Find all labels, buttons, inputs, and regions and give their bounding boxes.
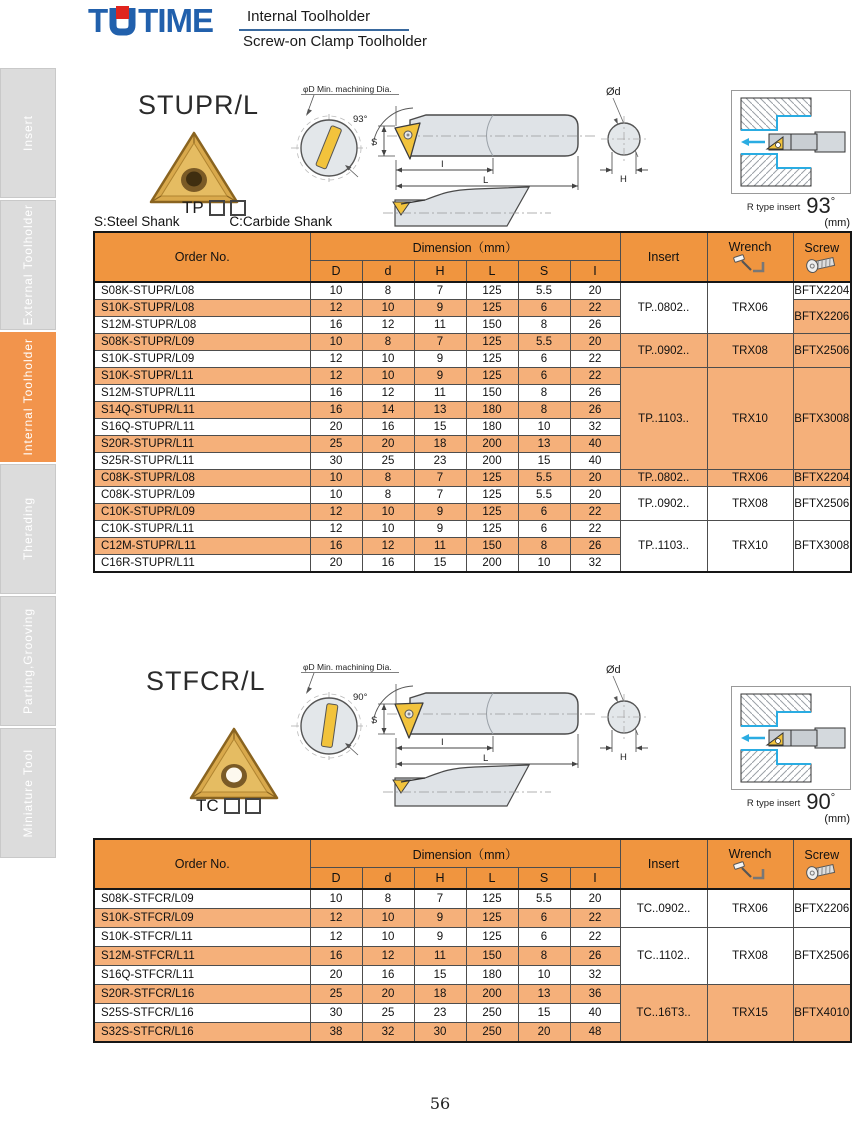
order-no-cell: S10K-STUPR/L11 [94, 368, 310, 385]
table-row [94, 368, 851, 385]
data-cell: 125 [466, 504, 518, 521]
data-cell: 10 [310, 470, 362, 487]
order-no-cell: S20R-STUPR/L11 [94, 436, 310, 453]
app-caption-stupr: R type insert 93 ° [746, 193, 836, 218]
data-cell: 10 [362, 909, 414, 928]
data-cell: 8 [518, 538, 570, 555]
data-cell: 5.5 [518, 282, 570, 300]
data-cell: 9 [414, 909, 466, 928]
data-cell: TP..0902.. [620, 487, 707, 521]
data-cell: 22 [570, 368, 620, 385]
data-cell: 23 [414, 1004, 466, 1023]
min-dia-label: φD Min. machining Dia. [303, 662, 392, 672]
data-cell: 180 [466, 402, 518, 419]
data-cell: TRX10 [707, 521, 793, 573]
data-cell: 16 [310, 538, 362, 555]
data-cell: BFTX2204 [793, 470, 851, 487]
order-no-cell: S12M-STUPR/L11 [94, 385, 310, 402]
data-cell: 22 [570, 300, 620, 317]
data-cell: 20 [570, 282, 620, 300]
col-order-no: Order No. [94, 839, 310, 889]
data-cell: 26 [570, 947, 620, 966]
data-cell: 20 [518, 1023, 570, 1043]
order-no-cell: S16Q-STUPR/L11 [94, 419, 310, 436]
data-cell: 125 [466, 928, 518, 947]
data-cell: 7 [414, 487, 466, 504]
data-cell: 125 [466, 470, 518, 487]
data-cell: 15 [518, 1004, 570, 1023]
data-cell: 7 [414, 334, 466, 351]
data-cell: TP..0802.. [620, 470, 707, 487]
data-cell: 10 [310, 282, 362, 300]
table-row [94, 521, 851, 538]
data-cell: 20 [570, 334, 620, 351]
data-cell: 25 [362, 453, 414, 470]
shank-note: S:Steel Shank C:Carbide Shank [94, 214, 333, 229]
data-cell: 5.5 [518, 889, 570, 909]
data-cell: 6 [518, 504, 570, 521]
data-cell: 125 [466, 521, 518, 538]
brand-letters-time: TIME [138, 2, 213, 39]
data-cell: 10 [362, 351, 414, 368]
data-cell: 6 [518, 368, 570, 385]
data-cell: 16 [310, 947, 362, 966]
data-cell: 16 [310, 402, 362, 419]
data-cell: 32 [570, 555, 620, 573]
order-no-cell: S08K-STUPR/L08 [94, 282, 310, 300]
data-cell: TRX08 [707, 487, 793, 521]
col-screw: Screw [793, 232, 851, 282]
table-row [94, 334, 851, 351]
angle-label: 90° [353, 692, 368, 703]
data-cell: 6 [518, 300, 570, 317]
data-cell: 20 [570, 487, 620, 504]
data-cell: 20 [362, 985, 414, 1004]
data-cell: 12 [310, 351, 362, 368]
data-cell: 7 [414, 889, 466, 909]
data-cell: BFTX2206 [793, 300, 851, 334]
sidebar-item-therading[interactable]: Therading [0, 464, 56, 594]
data-cell: 125 [466, 351, 518, 368]
svg-text:S: S [371, 715, 378, 726]
data-cell: 12 [310, 909, 362, 928]
app-caption-stfcr: R type insert 90 ° [746, 789, 836, 814]
data-cell: 125 [466, 889, 518, 909]
data-cell: 30 [310, 453, 362, 470]
data-cell: 26 [570, 402, 620, 419]
svg-text:H: H [620, 174, 627, 185]
data-cell: 11 [414, 317, 466, 334]
order-no-cell: S32S-STFCR/L16 [94, 1023, 310, 1043]
data-cell: 22 [570, 504, 620, 521]
data-cell: 11 [414, 385, 466, 402]
data-cell: 26 [570, 538, 620, 555]
data-cell: 14 [362, 402, 414, 419]
data-cell: 10 [362, 368, 414, 385]
data-cell: 22 [570, 521, 620, 538]
data-cell: BFTX2204 [793, 282, 851, 300]
data-cell: 10 [362, 504, 414, 521]
col-wrench: Wrench [707, 839, 793, 889]
square-placeholder-icon [245, 798, 261, 814]
table-row [94, 282, 851, 300]
table-row [94, 889, 851, 909]
data-cell: TRX15 [707, 985, 793, 1043]
data-cell: BFTX3008 [793, 521, 851, 573]
table-row [94, 985, 851, 1004]
data-cell: BFTX2506 [793, 334, 851, 368]
wrench-icon [732, 861, 768, 881]
order-no-cell: S08K-STFCR/L09 [94, 889, 310, 909]
header-category: Internal Toolholder [247, 8, 371, 25]
data-cell: 15 [414, 555, 466, 573]
table-row [94, 487, 851, 504]
section-title-stupr: STUPR/L [138, 90, 260, 120]
data-cell: 13 [414, 402, 466, 419]
data-cell: 180 [466, 419, 518, 436]
data-cell: 5.5 [518, 334, 570, 351]
col-dimension: Dimension（mm） [310, 232, 620, 261]
data-cell: 8 [362, 282, 414, 300]
data-cell: 12 [362, 538, 414, 555]
data-cell: 9 [414, 521, 466, 538]
data-cell: 10 [518, 555, 570, 573]
svg-text:I: I [441, 737, 444, 748]
data-cell: 32 [570, 966, 620, 985]
data-cell: 125 [466, 300, 518, 317]
data-cell: 150 [466, 947, 518, 966]
data-cell: 36 [570, 985, 620, 1004]
application-diagram-stfcr [731, 686, 851, 790]
data-cell: TRX06 [707, 282, 793, 334]
data-cell: 12 [310, 521, 362, 538]
data-cell: 16 [362, 419, 414, 436]
data-cell: 22 [570, 909, 620, 928]
insert-photo-tc [188, 726, 280, 802]
order-no-cell: C10K-STUPR/L11 [94, 521, 310, 538]
unit-label: (mm) [824, 217, 850, 229]
data-cell: 125 [466, 487, 518, 504]
data-cell: BFTX2206 [793, 889, 851, 928]
data-cell: 8 [518, 385, 570, 402]
data-cell: TP..1103.. [620, 368, 707, 470]
order-no-cell: C16R-STUPR/L11 [94, 555, 310, 573]
data-cell: 15 [414, 966, 466, 985]
data-cell: 150 [466, 538, 518, 555]
sidebar-item-miniature-tool[interactable]: Miniature Tool [0, 728, 56, 858]
data-cell: 15 [518, 453, 570, 470]
wrench-icon [732, 254, 768, 274]
insert-code-tp: TP [182, 198, 246, 218]
screw-icon [805, 862, 839, 880]
data-cell: 40 [570, 436, 620, 453]
stupr-table: Order No. Dimension（mm） Insert Wrench Screw D d H L S I S08K-STUPR/L08 10 8 7 125 5.5 20 TP..0802.. TRX06 BFTX2204 S10K-STUPR/L08 12 10 9 125 6 22 BFTX2206 S12M-STUPR/L08 16 12 11 150 8 26 S08K-STUPR/L09 10 8 7 125 5.5 20 TP..0902.. TRX08 BFTX2506 S10K-STUPR/L09 12 10 9 125 6 22 S10K-STUPR/L11 12 10 9 125 6 22 TP..1103.. TRX10 BFTX3008 S12M-STUPR/L11 16 12 11 150 8 26 S14Q-STUPR/L11 16 14 13 180 8 26 S16Q-STUPR/L11 20 16 15 180 10 32 S20R-STUPR/L11 25 20 18 200 13 40 S25R-STUPR/L11 30 25 23 200 15 40 C08K-STUPR/L08 10 8 7 125 5.5 20 TP..0802.. TRX06 BFTX2204 C08K-STUPR/L09 10 8 7 125 5.5 20 TP..0902.. TRX08 BFTX2506 C10K-STUPR/L09 12 10 9 125 6 22 C10K-STUPR/L11 12 10 9 125 6 22 TP..1103.. TRX10 BFTX3008 C12M-STUPR/L11 16 12 11 150 8 26 C16R-STUPR/L11 20 16 15 200 10 32 [93, 231, 852, 573]
data-cell: TRX08 [707, 334, 793, 368]
order-no-cell: C08K-STUPR/L08 [94, 470, 310, 487]
technical-drawing-stupr [283, 82, 713, 230]
data-cell: 12 [310, 300, 362, 317]
order-no-cell: S14Q-STUPR/L11 [94, 402, 310, 419]
table-row [94, 928, 851, 947]
data-cell: 8 [362, 334, 414, 351]
data-cell: TC..1102.. [620, 928, 707, 985]
svg-text:I: I [441, 159, 444, 170]
data-cell: 5.5 [518, 470, 570, 487]
data-cell: 9 [414, 300, 466, 317]
data-cell: 26 [570, 385, 620, 402]
svg-text:H: H [620, 752, 627, 763]
data-cell: 12 [362, 317, 414, 334]
svg-text:S: S [371, 137, 378, 148]
data-cell: 23 [414, 453, 466, 470]
data-cell: 8 [518, 947, 570, 966]
application-diagram-stupr [731, 90, 851, 194]
data-cell: TP..1103.. [620, 521, 707, 573]
data-cell: TRX06 [707, 470, 793, 487]
data-cell: 9 [414, 351, 466, 368]
data-cell: 9 [414, 368, 466, 385]
data-cell: 8 [518, 402, 570, 419]
data-cell: 250 [466, 1023, 518, 1043]
data-cell: 15 [414, 419, 466, 436]
insert-photo-tp [148, 130, 240, 206]
data-cell: 25 [310, 985, 362, 1004]
sidebar-item-external-toolholder[interactable]: External Toolholder [0, 200, 56, 330]
data-cell: 8 [362, 487, 414, 504]
col-order-no: Order No. [94, 232, 310, 282]
od-label: Ød [606, 664, 621, 676]
header-divider [239, 29, 409, 31]
data-cell: 38 [310, 1023, 362, 1043]
data-cell: 125 [466, 909, 518, 928]
data-cell: 25 [310, 436, 362, 453]
insert-code-tc: TC [196, 796, 261, 816]
data-cell: 7 [414, 282, 466, 300]
data-cell: TC..16T3.. [620, 985, 707, 1043]
order-no-cell: S10K-STFCR/L09 [94, 909, 310, 928]
sidebar-item-internal-toolholder[interactable]: Internal Toolholder [0, 332, 56, 462]
data-cell: 30 [414, 1023, 466, 1043]
order-no-cell: S20R-STFCR/L16 [94, 985, 310, 1004]
data-cell: 13 [518, 985, 570, 1004]
data-cell: 125 [466, 368, 518, 385]
data-cell: BFTX2506 [793, 928, 851, 985]
data-cell: 7 [414, 470, 466, 487]
data-cell: TRX08 [707, 928, 793, 985]
order-no-cell: S16Q-STFCR/L11 [94, 966, 310, 985]
data-cell: 26 [570, 317, 620, 334]
data-cell: 10 [518, 966, 570, 985]
data-cell: 40 [570, 1004, 620, 1023]
order-no-cell: S08K-STUPR/L09 [94, 334, 310, 351]
order-no-cell: C08K-STUPR/L09 [94, 487, 310, 504]
angle-label: 93° [353, 114, 368, 125]
stfcr-table: Order No. Dimension（mm） Insert Wrench Screw D d H L S I S08K-STFCR/L09 10 8 7 125 5.5 20 TC..0902.. TRX06 BFTX2206 S10K-STFCR/L09 12 10 9 125 6 22 S10K-STFCR/L11 12 10 9 125 6 22 TC..1102.. TRX08 BFTX2506 S12M-STFCR/L11 16 12 11 150 8 26 S16Q-STFCR/L11 20 16 15 180 10 32 S20R-STFCR/L16 25 20 18 200 13 36 TC..16T3.. TRX15 BFTX4010 S25S-STFCR/L16 30 25 23 250 15 40 S32S-STFCR/L16 38 32 30 250 20 48 [93, 838, 852, 1043]
data-cell: 30 [310, 1004, 362, 1023]
data-cell: 12 [310, 928, 362, 947]
screw-icon [805, 255, 839, 273]
data-cell: 20 [310, 419, 362, 436]
data-cell: 25 [362, 1004, 414, 1023]
col-wrench: Wrench [707, 232, 793, 282]
data-cell: 20 [310, 555, 362, 573]
col-dimension: Dimension（mm） [310, 839, 620, 868]
data-cell: 18 [414, 985, 466, 1004]
data-cell: 8 [362, 470, 414, 487]
data-cell: 48 [570, 1023, 620, 1043]
data-cell: 22 [570, 928, 620, 947]
data-cell: TC..0902.. [620, 889, 707, 928]
data-cell: TP..0902.. [620, 334, 707, 368]
data-cell: 250 [466, 1004, 518, 1023]
data-cell: 150 [466, 385, 518, 402]
data-cell: BFTX3008 [793, 368, 851, 470]
data-cell: 10 [310, 334, 362, 351]
data-cell: 11 [414, 947, 466, 966]
order-no-cell: S12M-STUPR/L08 [94, 317, 310, 334]
header-subcategory: Screw-on Clamp Toolholder [243, 33, 427, 50]
page-number: 56 [429, 1094, 451, 1113]
order-no-cell: S10K-STUPR/L09 [94, 351, 310, 368]
data-cell: 12 [310, 368, 362, 385]
data-cell: 8 [518, 317, 570, 334]
order-no-cell: S10K-STFCR/L11 [94, 928, 310, 947]
data-cell: 10 [362, 521, 414, 538]
data-cell: TRX10 [707, 368, 793, 470]
data-cell: 22 [570, 351, 620, 368]
brand-o-mark [109, 6, 136, 36]
order-no-cell: C12M-STUPR/L11 [94, 538, 310, 555]
section-title-stfcr: STFCR/L [146, 666, 266, 696]
order-no-cell: S10K-STUPR/L08 [94, 300, 310, 317]
data-cell: 5.5 [518, 487, 570, 504]
technical-drawing-stfcr [283, 660, 713, 812]
data-cell: 6 [518, 928, 570, 947]
table-row [94, 470, 851, 487]
data-cell: 8 [362, 889, 414, 909]
col-insert: Insert [620, 232, 707, 282]
order-no-cell: S12M-STFCR/L11 [94, 947, 310, 966]
col-insert: Insert [620, 839, 707, 889]
unit-label: (mm) [824, 813, 850, 825]
sidebar-item-parting-grooving[interactable]: Parting,Grooving [0, 596, 56, 726]
data-cell: 12 [362, 947, 414, 966]
od-label: Ød [606, 86, 621, 98]
svg-text:L: L [483, 175, 489, 186]
data-cell: 200 [466, 436, 518, 453]
data-cell: 9 [414, 928, 466, 947]
data-cell: 12 [362, 385, 414, 402]
order-no-cell: S25R-STUPR/L11 [94, 453, 310, 470]
data-cell: 10 [310, 487, 362, 504]
data-cell: 16 [310, 385, 362, 402]
data-cell: 10 [362, 928, 414, 947]
data-cell: 40 [570, 453, 620, 470]
data-cell: 20 [570, 889, 620, 909]
data-cell: 200 [466, 555, 518, 573]
col-screw: Screw [793, 839, 851, 889]
data-cell: BFTX4010 [793, 985, 851, 1043]
data-cell: 32 [570, 419, 620, 436]
data-cell: 10 [310, 889, 362, 909]
data-cell: BFTX2506 [793, 487, 851, 521]
data-cell: 6 [518, 351, 570, 368]
order-no-cell: S25S-STFCR/L16 [94, 1004, 310, 1023]
data-cell: 200 [466, 985, 518, 1004]
data-cell: 150 [466, 317, 518, 334]
data-cell: TRX06 [707, 889, 793, 928]
data-cell: 18 [414, 436, 466, 453]
svg-text:L: L [483, 753, 489, 764]
data-cell: 16 [310, 317, 362, 334]
data-cell: 6 [518, 521, 570, 538]
data-cell: 10 [518, 419, 570, 436]
data-cell: 20 [570, 470, 620, 487]
data-cell: 125 [466, 334, 518, 351]
data-cell: TP..0802.. [620, 282, 707, 334]
data-cell: 20 [362, 436, 414, 453]
order-no-cell: C10K-STUPR/L09 [94, 504, 310, 521]
data-cell: 180 [466, 966, 518, 985]
data-cell: 16 [362, 966, 414, 985]
sidebar-item-insert[interactable]: Insert [0, 68, 56, 198]
data-cell: 16 [362, 555, 414, 573]
brand-letter-t: T [88, 2, 108, 39]
data-cell: 6 [518, 909, 570, 928]
data-cell: 11 [414, 538, 466, 555]
data-cell: 12 [310, 504, 362, 521]
brand-logo [88, 2, 213, 40]
data-cell: 20 [310, 966, 362, 985]
data-cell: 200 [466, 453, 518, 470]
data-cell: 32 [362, 1023, 414, 1043]
data-cell: 125 [466, 282, 518, 300]
brand-o-icon [109, 6, 136, 36]
data-cell: 13 [518, 436, 570, 453]
square-placeholder-icon [224, 798, 240, 814]
data-cell: 9 [414, 504, 466, 521]
min-dia-label: φD Min. machining Dia. [303, 84, 392, 94]
data-cell: 10 [362, 300, 414, 317]
